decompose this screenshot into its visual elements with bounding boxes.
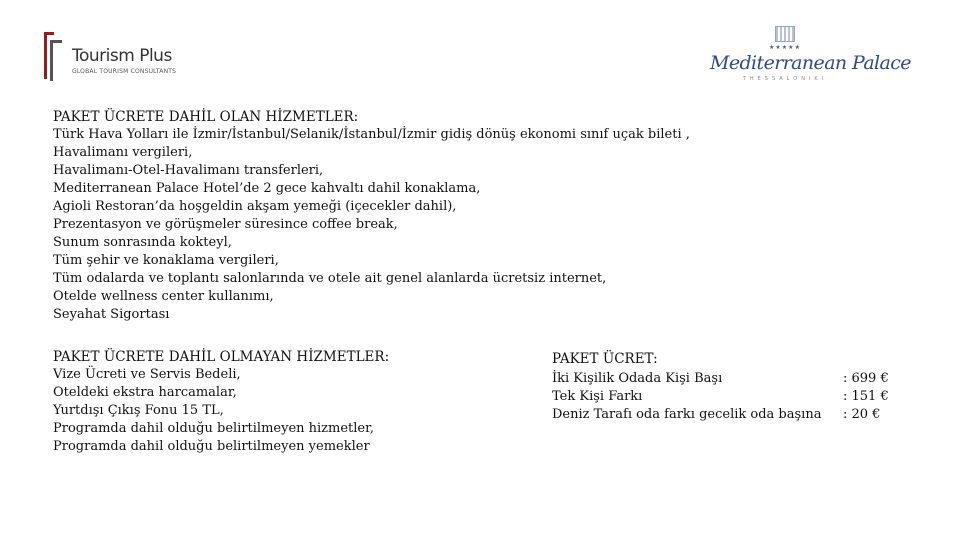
hotel-brand-name: Mediterranean Palace <box>710 52 911 74</box>
list-item: Otelde wellness center kullanımı, <box>53 289 274 304</box>
price-heading: PAKET ÜCRET: <box>552 351 658 367</box>
price-label: İki Kişilik Odada Kişi Başı <box>552 371 723 386</box>
included-heading: PAKET ÜCRETE DAHİL OLAN HİZMETLER: <box>53 109 359 125</box>
list-item: Seyahat Sigortası <box>53 307 170 322</box>
price-value: : 151 € <box>843 389 889 404</box>
mediterranean-palace-logo <box>710 26 911 88</box>
list-item: Tüm şehir ve konaklama vergileri, <box>53 253 279 268</box>
list-item: Programda dahil olduğu belirtilmeyen yemekler <box>53 439 370 454</box>
list-item: Programda dahil olduğu belirtilmeyen hizmetler, <box>53 421 375 436</box>
tourism-plus-logo <box>44 30 177 82</box>
list-item: Mediterranean Palace Hotel’de 2 gece kahvaltı dahil konaklama, <box>53 181 481 196</box>
logo-bracket-inner-icon <box>50 40 62 81</box>
price-label: Tek Kişi Farkı <box>552 389 643 404</box>
package-price-section <box>552 350 892 424</box>
included-services-section <box>53 108 690 324</box>
price-value: : 699 € <box>843 371 889 386</box>
tourism-plus-name: Tourism Plus <box>72 46 172 66</box>
price-row <box>552 388 892 406</box>
hotel-stars: ★★★★★ <box>769 44 801 51</box>
list-item: Sunum sonrasında kokteyl, <box>53 235 232 250</box>
list-item: Havalimanı vergileri, <box>53 145 193 160</box>
list-item: Oteldeki ekstra harcamalar, <box>53 385 237 400</box>
excluded-heading: PAKET ÜCRETE DAHİL OLMAYAN HİZMETLER: <box>53 349 390 365</box>
price-value: : 20 € <box>843 407 881 422</box>
list-item: Havalimanı-Otel-Havalimanı transferleri, <box>53 163 324 178</box>
list-item: Türk Hava Yolları ile İzmir/İstanbul/Selanik/İstanbul/İzmir gidiş dönüş ekonomi sınıf uçak bileti , <box>53 127 690 142</box>
excluded-services-section <box>53 348 389 456</box>
hotel-city: THESSALONIKI <box>742 76 828 82</box>
hotel-emblem-icon <box>775 26 795 42</box>
list-item: Yurtdışı Çıkış Fonu 15 TL, <box>53 403 224 418</box>
list-item: Prezentasyon ve görüşmeler süresince coffee break, <box>53 217 398 232</box>
price-row <box>552 406 892 424</box>
list-item: Vize Ücreti ve Servis Bedeli, <box>53 367 241 382</box>
list-item: Tüm odalarda ve toplantı salonlarında ve otele ait genel alanlarda ücretsiz internet, <box>53 271 607 286</box>
price-row <box>552 370 892 388</box>
tourism-plus-tagline: GLOBAL TOURISM CONSULTANTS <box>72 68 177 75</box>
price-label: Deniz Tarafı oda farkı gecelik oda başına <box>552 407 822 422</box>
list-item: Agioli Restoran’da hoşgeldin akşam yemeği (içecekler dahil), <box>53 199 457 214</box>
